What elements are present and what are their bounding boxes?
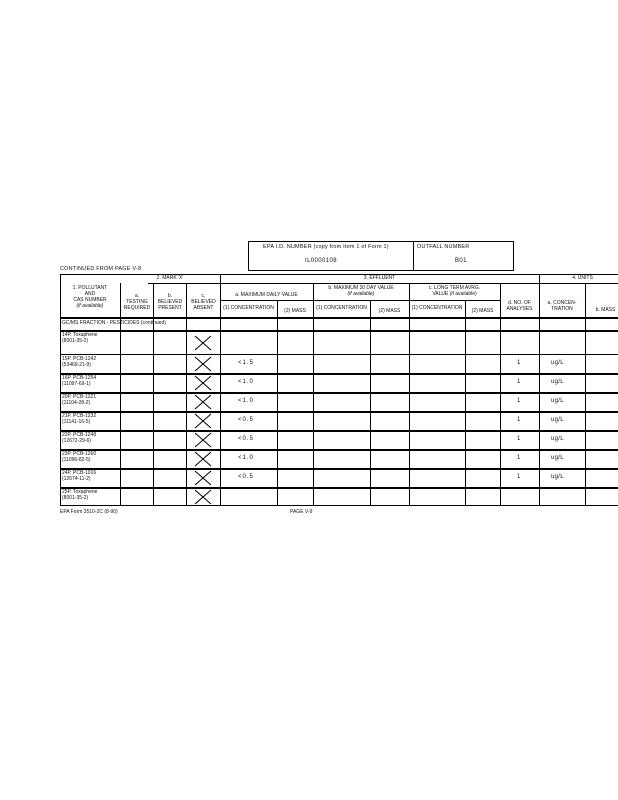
rule xyxy=(60,274,61,506)
num-analyses: 1 xyxy=(517,474,522,480)
rule xyxy=(500,283,501,506)
pollutant-name: 23P. PCB-1260 (11096-82-5) xyxy=(62,451,97,463)
form-number: EPA Form 3510-2C (8-90) xyxy=(60,509,118,515)
pollutant-name: 20P. PCB-1221 (11104-28-2) xyxy=(62,394,97,406)
id-header-divider xyxy=(413,242,414,271)
absent-x-mark[interactable] xyxy=(193,413,213,429)
rule xyxy=(585,283,586,506)
rule xyxy=(220,300,500,301)
absent-x-mark[interactable] xyxy=(193,356,213,372)
rule xyxy=(60,411,618,413)
rule xyxy=(313,283,314,506)
mark-x-header: 2. MARK 'X' xyxy=(156,275,184,281)
outfall-label: OUTFALL NUMBER xyxy=(417,244,470,250)
max-daily-concentration: <0.5 xyxy=(238,417,254,423)
max-daily-concentration: <0.5 xyxy=(238,436,254,442)
units-mass-header: b. MASS xyxy=(595,307,616,313)
epa-id-label: EPA I.D. NUMBER (copy from Item 1 of Form 1) xyxy=(263,244,389,250)
pollutant-name: 16P. PCB-1254 (11097-69-1) xyxy=(62,375,97,387)
absent-x-mark[interactable] xyxy=(193,489,213,505)
concentration-unit: ug/L xyxy=(551,417,564,423)
pollutant-name: 21P. PCB-1232 (11141-16-5) xyxy=(62,413,97,425)
pollutant-table xyxy=(60,274,618,506)
conc-header-3: (1) CONCENTRATION xyxy=(411,305,463,311)
rule xyxy=(60,354,618,355)
concentration-unit: ug/L xyxy=(551,436,564,442)
pollutant-name: 24P. PCB-1016 (12674-11-2) xyxy=(62,470,97,482)
pollutant-name: 15P. PCB-1242 (53469-21-9) xyxy=(62,356,97,368)
rule xyxy=(148,283,618,284)
section-title: GC/MS FRACTION - PESTICIDES (continued) xyxy=(62,320,166,326)
max-daily-concentration: <1.0 xyxy=(238,379,254,385)
num-analyses: 1 xyxy=(517,455,522,461)
units-header: 4. UNITS xyxy=(572,275,593,281)
max-daily-concentration: <0.5 xyxy=(238,474,254,480)
rule xyxy=(60,505,618,506)
rule xyxy=(60,468,618,470)
rule xyxy=(409,283,410,506)
testing-required-header: a. TESTING REQUIRED xyxy=(123,293,151,311)
absent-x-mark[interactable] xyxy=(193,335,213,351)
num-analyses: 1 xyxy=(517,379,522,385)
pollutant-name: 14P. Toxaphene (8001-35-2) xyxy=(62,332,98,344)
pollutant-col-header: 1. POLLUTANT AND CAS NUMBER (if available) xyxy=(72,285,108,309)
id-header-box xyxy=(248,241,514,271)
rule xyxy=(60,449,618,451)
rule xyxy=(465,300,466,506)
rule xyxy=(186,283,187,506)
concentration-unit: ug/L xyxy=(551,379,564,385)
pollutant-name: 22P. PCB-1248 (12672-29-6) xyxy=(62,432,97,444)
num-analyses: 1 xyxy=(517,417,522,423)
rule xyxy=(370,300,371,506)
mass-header-2: (2) MASS xyxy=(378,308,401,314)
max-daily-concentration: <1.5 xyxy=(238,360,254,366)
max-30-day-header: b. MAXIMUM 30 DAY VALUE (if available) xyxy=(328,285,394,297)
absent-x-mark[interactable] xyxy=(193,432,213,448)
effluent-header: 3. EFFLUENT xyxy=(363,275,396,281)
concentration-unit: ug/L xyxy=(551,455,564,461)
max-daily-concentration: <1.0 xyxy=(238,455,254,461)
rule xyxy=(60,392,618,394)
continued-note: CONTINUED FROM PAGE V-8 xyxy=(60,266,142,272)
rule xyxy=(60,373,618,375)
believed-present-header: b. BELIEVED PRESENT xyxy=(157,293,183,311)
conc-header-2: (1) CONCENTRATION xyxy=(316,305,367,311)
concentration-unit: ug/L xyxy=(551,398,564,404)
absent-x-mark[interactable] xyxy=(193,451,213,467)
believed-absent-header: c. BELIEVED ABSENT xyxy=(191,293,216,311)
absent-x-mark[interactable] xyxy=(193,470,213,486)
page-number: PAGE V-9 xyxy=(290,509,313,515)
mass-header-3: (2) MASS xyxy=(471,308,494,314)
num-analyses-header: d. NO. OF ANALYSES xyxy=(506,300,533,312)
absent-x-mark[interactable] xyxy=(193,375,213,391)
rule xyxy=(60,317,618,319)
max-daily-concentration: <1.0 xyxy=(238,398,254,404)
num-analyses: 1 xyxy=(517,436,522,442)
num-analyses: 1 xyxy=(517,360,522,366)
rule xyxy=(277,300,278,506)
pollutant-name: 25P. Toxaphene (8001-35-2) xyxy=(62,489,98,501)
outfall-value: B01 xyxy=(455,258,467,264)
rule xyxy=(60,330,618,332)
rule xyxy=(120,283,121,506)
concentration-unit: ug/L xyxy=(551,360,564,366)
concentration-unit: ug/L xyxy=(551,474,564,480)
conc-header-1: (1) CONCENTRATION xyxy=(223,305,274,311)
epa-id-value: IL0000108 xyxy=(305,258,337,264)
rule xyxy=(60,487,618,489)
mass-header-1: (2) MASS xyxy=(284,308,306,314)
max-daily-header: a. MAXIMUM DAILY VALUE xyxy=(235,292,298,298)
rule xyxy=(60,430,618,432)
absent-x-mark[interactable] xyxy=(193,394,213,410)
rule xyxy=(153,283,154,506)
num-analyses: 1 xyxy=(517,398,522,404)
units-conc-header: a. CONCEN- TRATION xyxy=(547,300,577,312)
long-term-header: c. LONG TERM AVRG. VALUE (if available) xyxy=(428,285,481,297)
